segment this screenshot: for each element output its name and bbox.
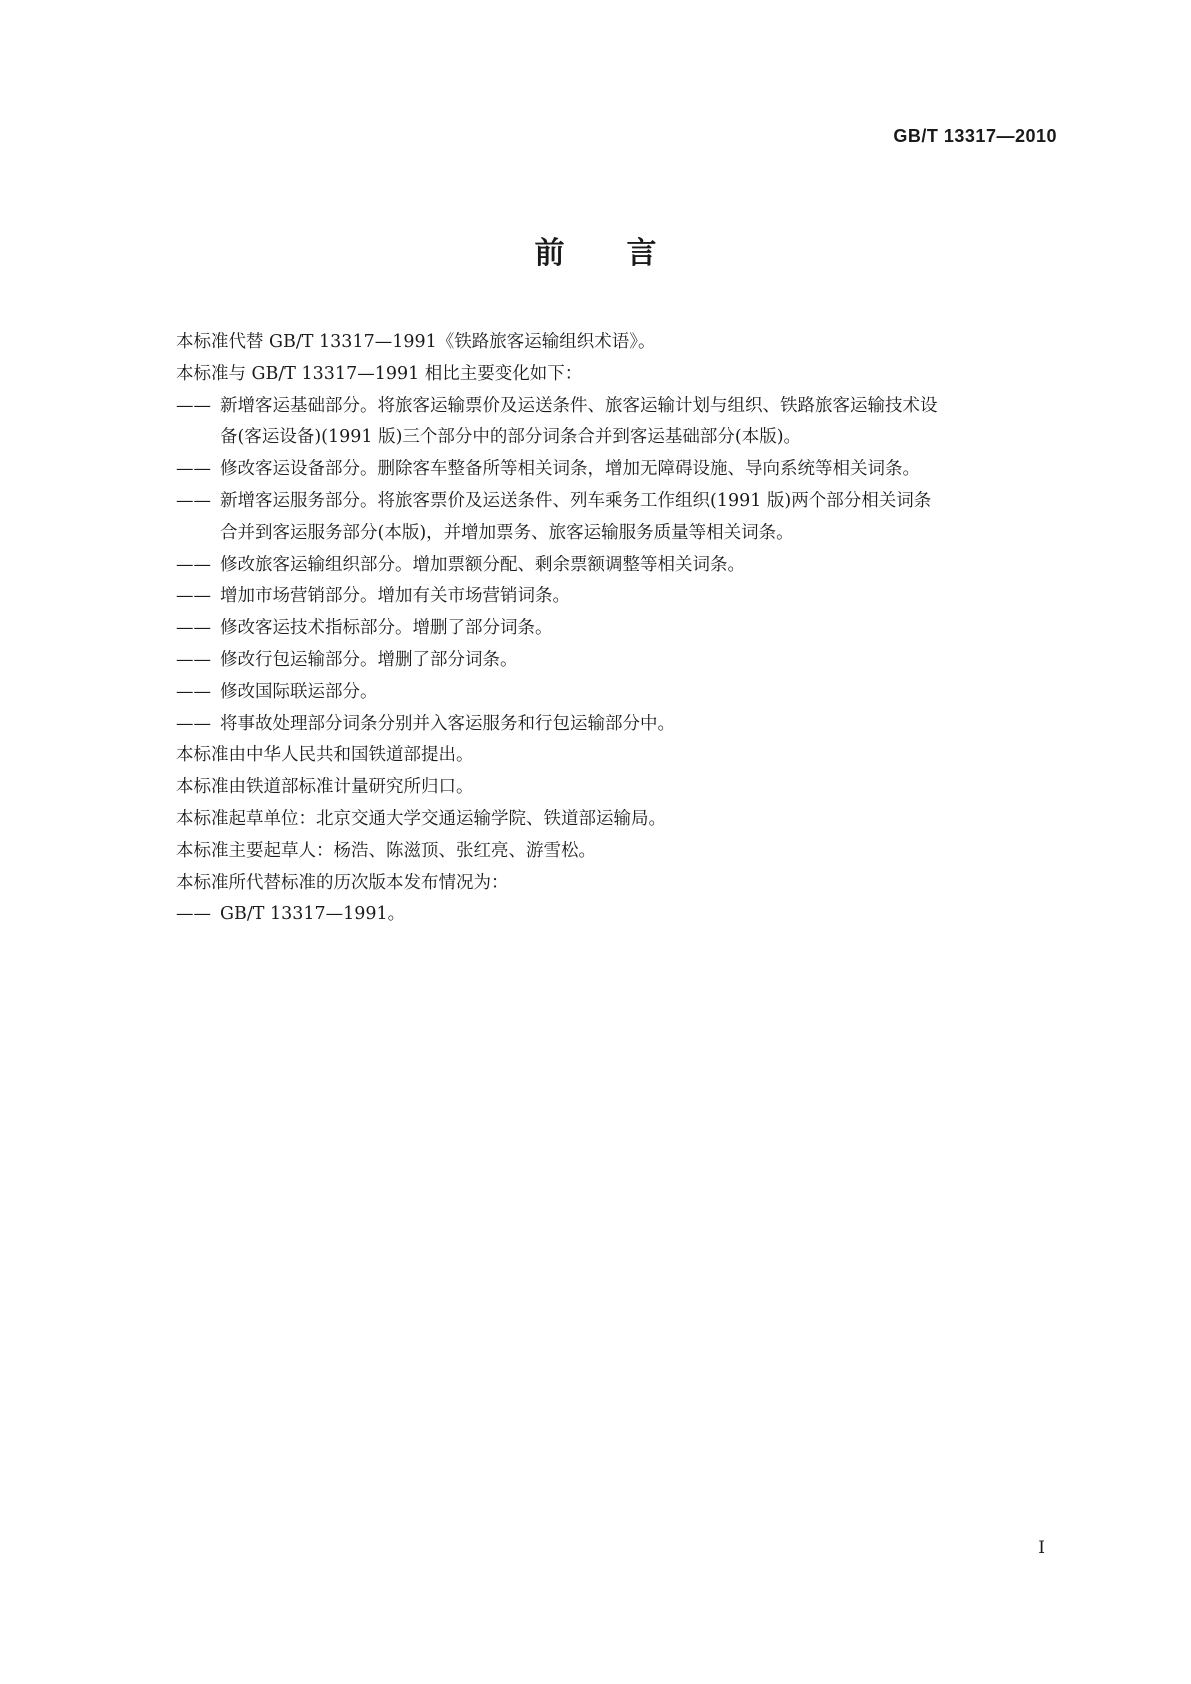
change-item-text: [220, 677, 1076, 709]
intro-paragraph: 本标准代替 GB/T 13317—1991《铁路旅客运输组织术语》。: [176, 332, 656, 352]
change-item: [176, 645, 1076, 677]
statement-paragraph: 本标准由中华人民共和国铁道部提出。: [176, 745, 474, 766]
dash-marker: ——: [176, 490, 211, 511]
change-item-line: 修改客运技术指标部分。增删了部分词条。: [220, 618, 553, 639]
change-item-line: 修改客运设备部分。删除客车整备所等相关词条，增加无障碍设施、导向系统等相关词条。: [220, 459, 920, 480]
change-item-text: [220, 613, 1076, 645]
change-item-text: [220, 454, 1076, 486]
change-item: [176, 486, 1076, 550]
change-item: [176, 454, 1076, 486]
previous-version-item: [176, 899, 1076, 931]
change-item-line: 修改旅客运输组织部分。增加票额分配、剩余票额调整等相关词条。: [220, 554, 745, 575]
change-item: [176, 613, 1076, 645]
change-item-text: [220, 391, 1076, 455]
statement-paragraph: 本标准所代替标准的历次版本发布情况为：: [176, 872, 509, 893]
change-item-line: 增加市场营销部分。增加有关市场营销词条。: [220, 586, 570, 607]
statement-paragraph: 本标准起草单位：北京交通大学交通运输学院、铁道部运输局。: [176, 808, 666, 829]
change-item-text: [220, 645, 1076, 677]
dash-marker: ——: [176, 586, 211, 607]
change-item-line: 备(客运设备)(1991 版)三个部分中的部分词条合并到客运基础部分(本版)。: [220, 427, 802, 448]
statement-paragraph: 本标准由铁道部标准计量研究所归口。: [176, 777, 474, 798]
dash-marker: ——: [176, 395, 211, 416]
change-item: [176, 581, 1076, 613]
dash-marker: ——: [176, 904, 211, 925]
dash-marker: ——: [176, 618, 211, 639]
change-item-line: 新增客运服务部分。将旅客票价及运送条件、列车乘务工作组织(1991 版)两个部分相关词条: [220, 490, 932, 511]
page-number: I: [1038, 1538, 1045, 1558]
previous-version-text: GB/T 13317—1991。: [220, 904, 406, 925]
change-item: [176, 391, 1076, 455]
dash-marker: ——: [176, 554, 211, 575]
statement-paragraph: 本标准主要起草人：杨浩、陈滋顶、张红亮、游雪松。: [176, 840, 596, 861]
intro-paragraph: 本标准与 GB/T 13317—1991 相比主要变化如下：: [176, 363, 583, 384]
foreword-body: [176, 327, 1076, 931]
change-item-line: 将事故处理部分词条分别并入客运服务和行包运输部分中。: [220, 713, 675, 734]
change-item-text: [220, 486, 1076, 550]
change-item: [176, 550, 1076, 582]
dash-marker: ——: [176, 459, 211, 480]
change-item-text: [220, 709, 1076, 741]
change-item: [176, 709, 1076, 741]
change-item-text: [220, 581, 1076, 613]
dash-marker: ——: [176, 713, 211, 734]
change-item-line: 合并到客运服务部分(本版)，并增加票务、旅客运输服务质量等相关词条。: [220, 522, 794, 543]
standard-number: GB/T 13317—2010: [893, 126, 1057, 146]
change-item-line: 修改国际联运部分。: [220, 681, 378, 702]
change-item-text: [220, 550, 1076, 582]
page-title: 前言: [534, 236, 719, 271]
change-item: [176, 677, 1076, 709]
dash-marker: ——: [176, 649, 211, 670]
dash-marker: ——: [176, 681, 211, 702]
change-item-line: 新增客运基础部分。将旅客运输票价及运送条件、旅客运输计划与组织、铁路旅客运输技术设: [220, 395, 938, 416]
change-item-line: 修改行包运输部分。增删了部分词条。: [220, 649, 518, 670]
